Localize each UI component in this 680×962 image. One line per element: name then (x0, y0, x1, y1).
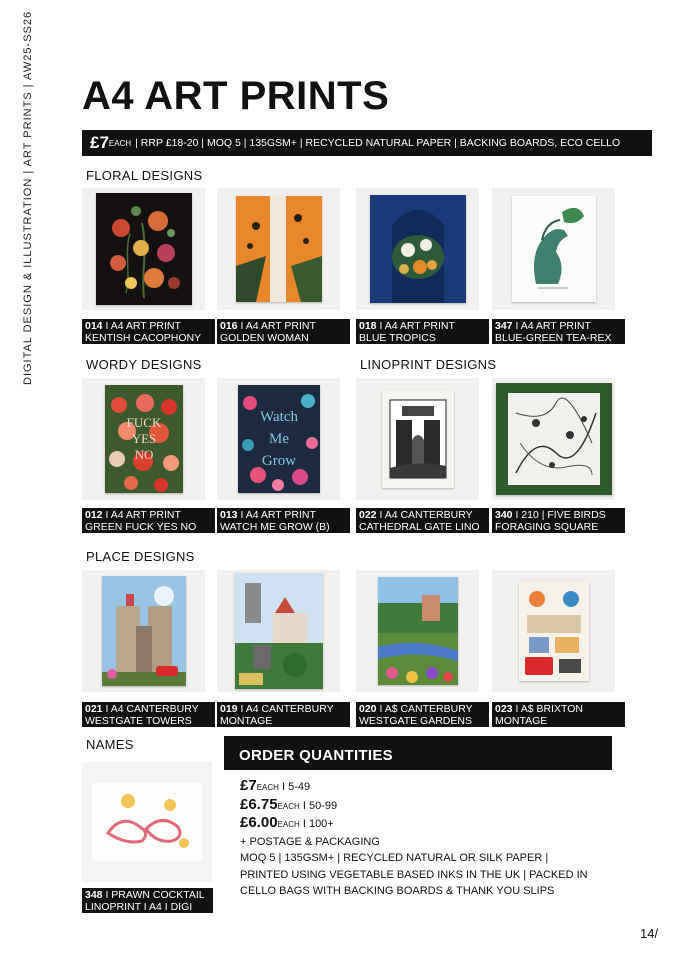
prawn-cocktail-artwork (92, 783, 202, 861)
product-caption-013: 013 I A4 ART PRINT WATCH ME GROW (B) (217, 508, 350, 533)
sidebar-text: DIGITAL DESIGN & ILLUSTRATION | ART PRINTS | AW25-SS26 (22, 10, 34, 385)
product-caption-021: 021 I A4 CANTERBURY WESTGATE TOWERS (82, 702, 215, 727)
product-image-014[interactable] (82, 188, 205, 310)
blue-tropics-artwork (370, 195, 466, 303)
five-birds-foraging-square-artwork (496, 383, 612, 495)
product-caption-014: 014 I A4 ART PRINT KENTISH CACOPHONY (82, 319, 215, 344)
product-caption-012: 012 I A4 ART PRINT GREEN FUCK YES NO (82, 508, 215, 533)
price-value: £7 (90, 133, 109, 152)
blue-green-tea-rex-artwork (512, 196, 596, 302)
sidebar-vertical-label (18, 10, 38, 395)
brixton-montage-artwork (519, 581, 589, 681)
svg-text:Grow: Grow (261, 453, 296, 469)
watch-me-grow-artwork (238, 385, 320, 493)
section-wordy-heading: WORDY DESIGNS (86, 357, 202, 372)
product-caption-019: 019 I A4 CANTERBURY MONTAGE (217, 702, 350, 727)
price-banner (82, 130, 652, 156)
product-image-023[interactable] (492, 570, 615, 692)
product-caption-022: 022 I A4 CANTERBURY CATHEDRAL GATE LINO (356, 508, 489, 533)
order-quantities-details (240, 778, 620, 900)
postage-note: + POSTAGE & PACKAGING (240, 835, 380, 848)
product-image-012[interactable] (82, 378, 205, 500)
product-image-013[interactable] (217, 378, 340, 500)
golden-woman-artwork (236, 196, 322, 302)
product-caption-340: 340 I 210 | FIVE BIRDS FORAGING SQUARE (492, 508, 625, 533)
product-caption-018: 018 I A4 ART PRINT BLUE TROPICS (356, 319, 489, 344)
green-fuck-yes-no-artwork (105, 385, 183, 493)
svg-text:YES: YES (131, 431, 156, 446)
product-caption-020: 020 I A$ CANTERBURY WESTGATE GARDENS (356, 702, 489, 727)
svg-text:FUCK: FUCK (126, 415, 161, 430)
product-caption-023: 023 I A$ BRIXTON MONTAGE (492, 702, 625, 727)
product-caption-348: 348 I PRAWN COCKTAIL LINOPRINT I A4 I DIGI (82, 888, 213, 913)
price-tier-3: £6.00EACH I 100+ (240, 814, 334, 831)
product-image-340[interactable] (492, 378, 615, 500)
kentish-cacophony-artwork (96, 193, 192, 305)
price-tier-2: £6.75EACH I 50-99 (240, 795, 338, 813)
order-quantities-heading: ORDER QUANTITIES (224, 736, 612, 770)
product-image-348[interactable] (82, 762, 212, 882)
westgate-gardens-artwork (378, 577, 458, 685)
svg-text:NO: NO (134, 447, 153, 462)
product-image-019[interactable] (217, 570, 340, 692)
product-image-022[interactable] (356, 378, 479, 500)
product-image-020[interactable] (356, 570, 479, 692)
section-linoprint-heading: LINOPRINT DESIGNS (360, 357, 497, 372)
product-image-016[interactable] (217, 188, 340, 310)
svg-text:Watch: Watch (259, 409, 298, 425)
product-image-018[interactable] (356, 188, 479, 310)
product-caption-347: 347 I A4 ART PRINT BLUE-GREEN TEA-REX (492, 319, 625, 344)
canterbury-montage-artwork (235, 573, 323, 689)
order-detail-line: MOQ 5 | 135GSM+ | RECYCLED NATURAL OR SILK PAPER | (240, 852, 549, 864)
product-image-021[interactable] (82, 570, 205, 692)
price-tier-1: £7EACH I 5-49 (240, 777, 311, 794)
section-names-heading: NAMES (86, 737, 134, 752)
svg-text:Me: Me (268, 431, 289, 447)
product-image-347[interactable] (492, 188, 615, 310)
section-place-heading: PLACE DESIGNS (86, 549, 195, 564)
westgate-towers-artwork (102, 576, 186, 686)
order-detail-line: CELLO BAGS WITH BACKING BOARDS & THANK YOU SLIPS (240, 885, 555, 897)
page-number: 14/ (640, 926, 659, 941)
price-each: EACH (108, 138, 132, 148)
section-floral-heading: FLORAL DESIGNS (86, 168, 203, 183)
cathedral-gate-lino-artwork (382, 390, 454, 488)
order-detail-line: PRINTED USING VEGETABLE BASED INKS IN THE UK | PACKED IN (240, 868, 588, 881)
price-details: | RRP £18-20 | MOQ 5 | 135GSM+ | RECYCLED NATURAL PAPER | BACKING BOARDS, ECO CELLO (135, 137, 621, 149)
product-caption-016: 016 I A4 ART PRINT GOLDEN WOMAN (217, 319, 350, 344)
page-title: A4 ART PRINTS (82, 74, 390, 118)
